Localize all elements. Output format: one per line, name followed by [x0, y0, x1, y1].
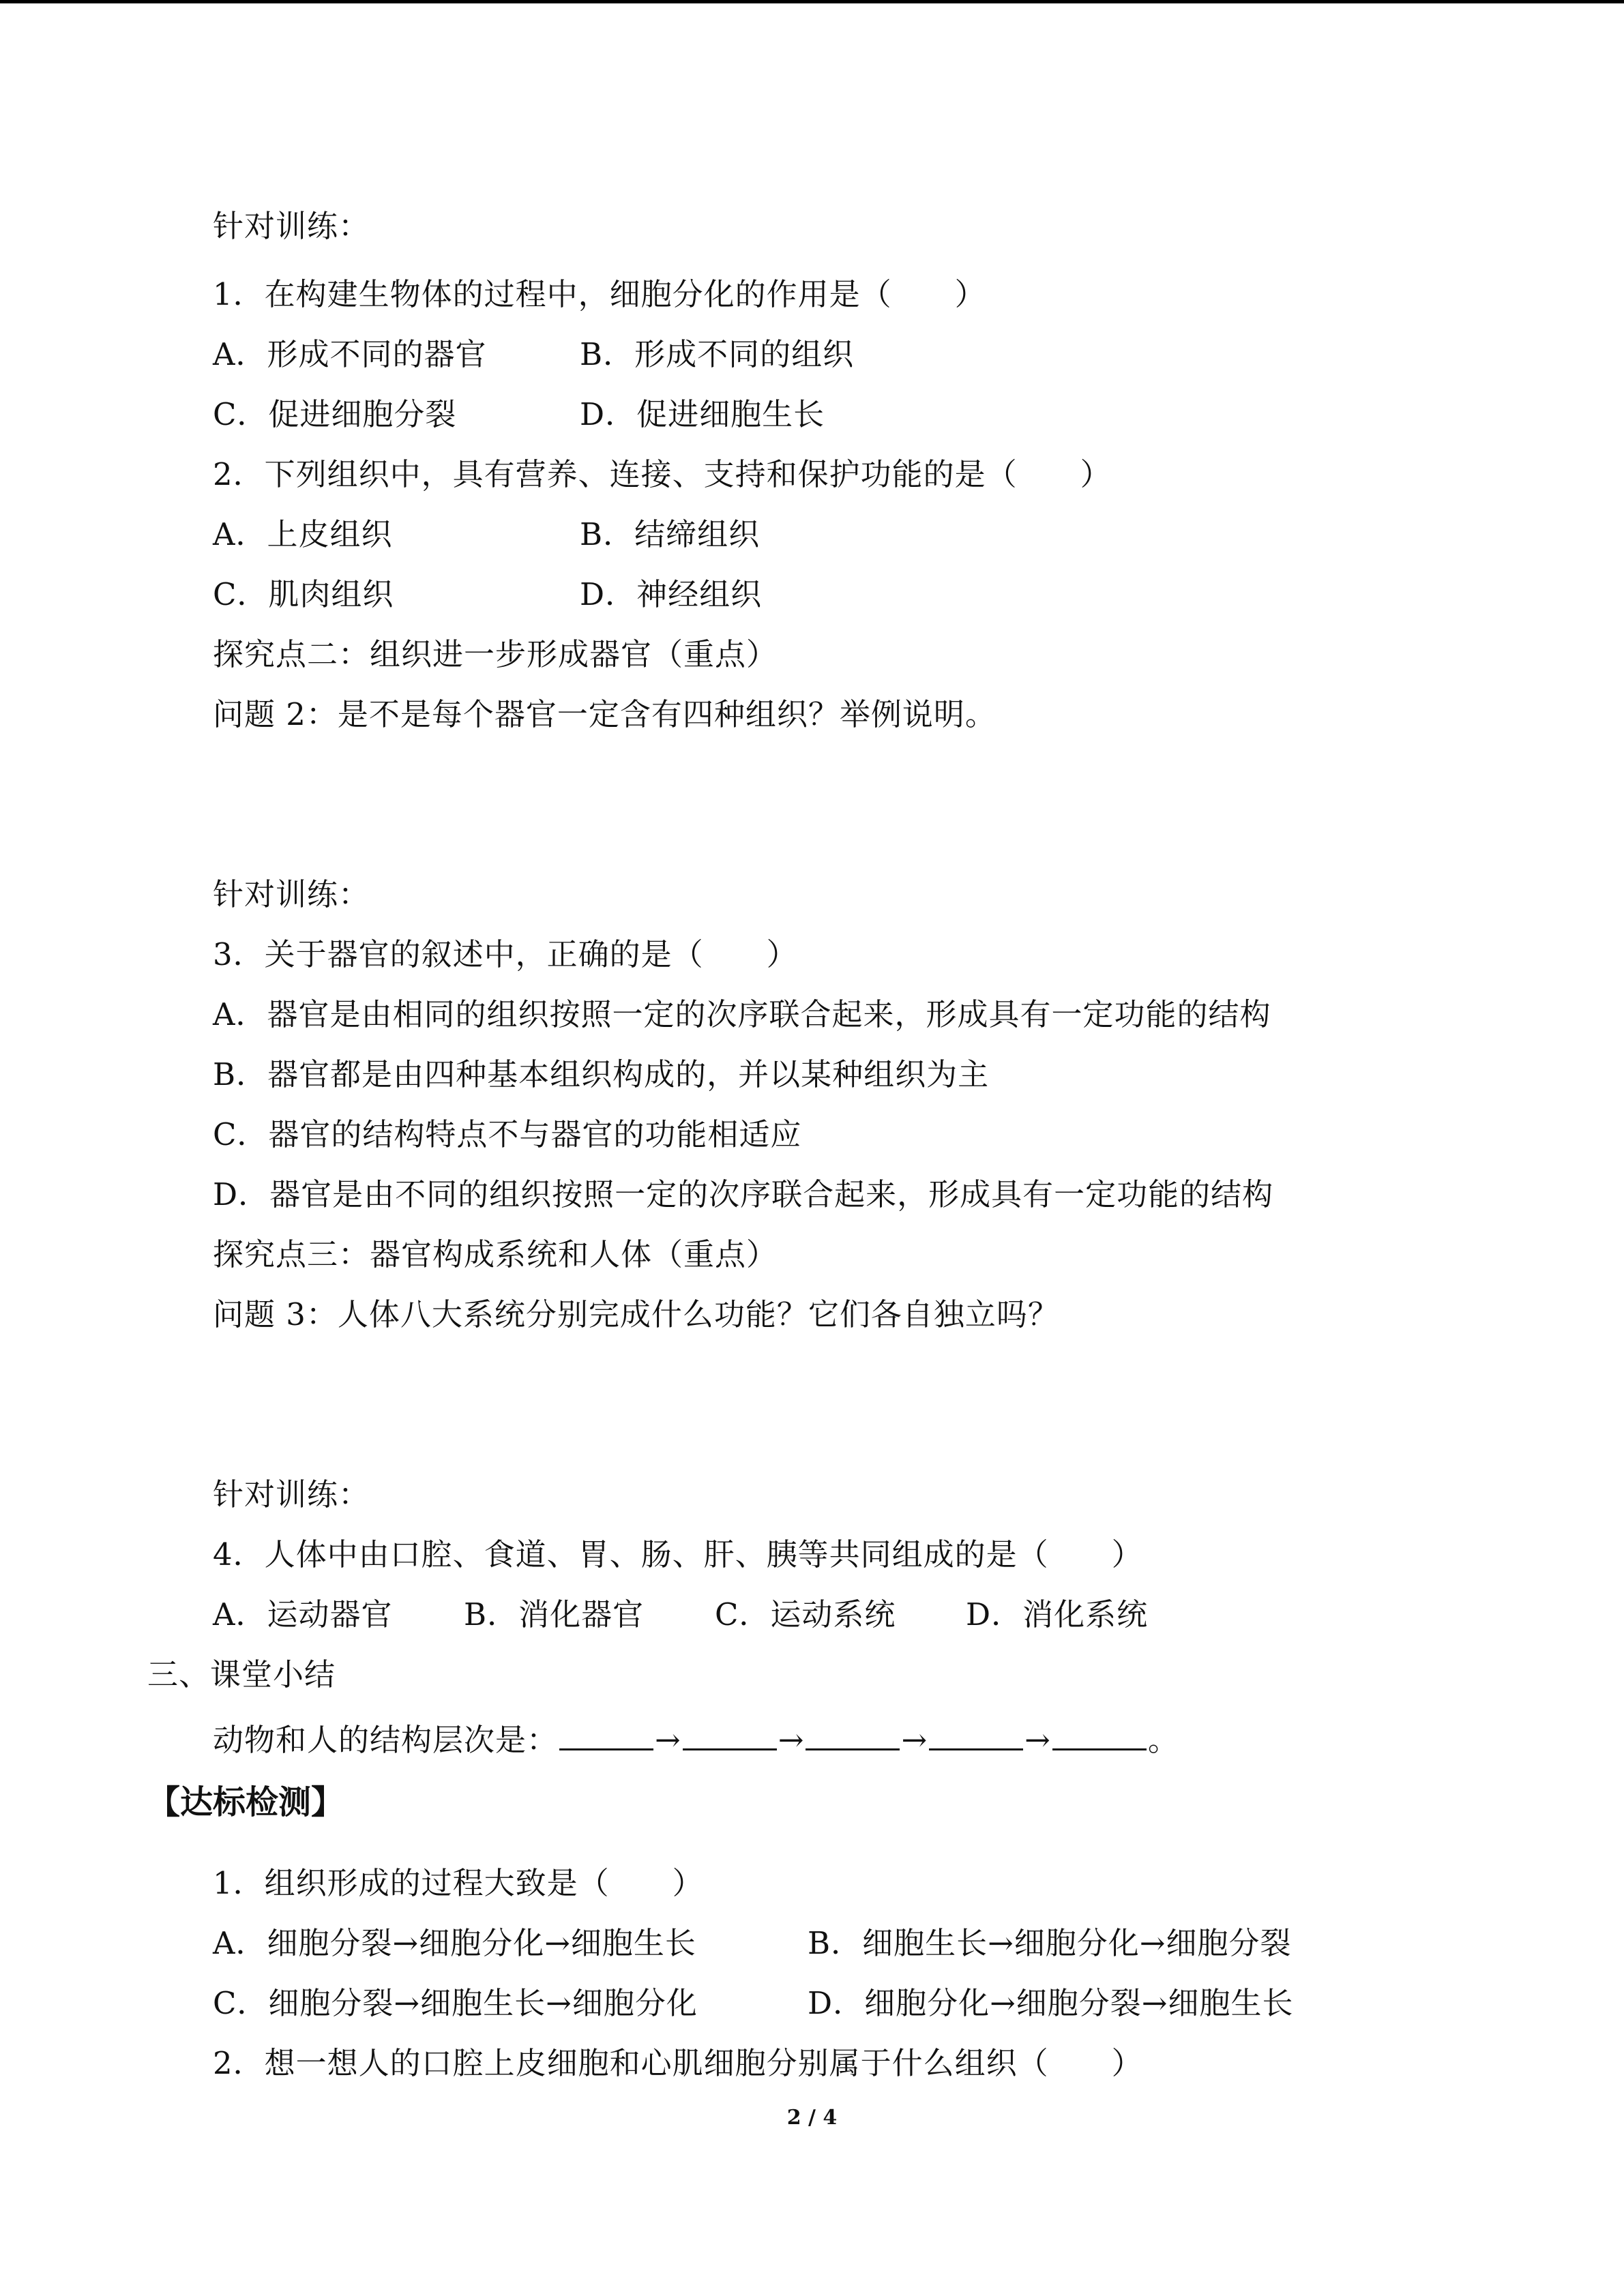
- q2-option-a: A．上皮组织: [213, 516, 393, 552]
- q3-stem: 3．关于器官的叙述中，正确的是（ ）: [213, 936, 798, 972]
- q4-stem: 4．人体中由口腔、食道、胃、肠、肝、胰等共同组成的是（ ）: [213, 1536, 1143, 1572]
- summary-structure-line: [213, 1720, 1179, 1761]
- fill-blank-2[interactable]: [683, 1721, 777, 1750]
- t1-option-d: D．细胞分化→细胞分裂→细胞生长: [808, 1985, 1294, 2021]
- q4-option-c: C．运动系统: [715, 1596, 896, 1632]
- top-border-rule: [0, 0, 1624, 3]
- q3-option-b: B．器官都是由四种基本组织构成的，并以某种组织为主: [213, 1056, 990, 1092]
- practice-label-2: 针对训练：: [213, 876, 370, 912]
- t1-option-c: C．细胞分裂→细胞生长→细胞分化: [213, 1985, 698, 2021]
- t2-stem: 2．想一想人的口腔上皮细胞和心肌细胞分别属于什么组织（ ）: [213, 2045, 1143, 2081]
- arrow-3: →: [901, 1722, 928, 1758]
- t1-option-a: A．细胞分裂→细胞分化→细胞生长: [213, 1925, 696, 1961]
- q4-option-b: B．消化器官: [464, 1596, 645, 1632]
- q2-option-b: B．结缔组织: [580, 516, 761, 552]
- q3-option-c: C．器官的结构特点不与器官的功能相适应: [213, 1116, 802, 1152]
- q4-option-a: A．运动器官: [213, 1596, 393, 1632]
- inquiry-point-3: 探究点三：器官构成系统和人体（重点）: [213, 1236, 778, 1272]
- q2-option-d: D．神经组织: [580, 576, 763, 612]
- q3-option-a: A．器官是由相同的组织按照一定的次序联合起来，形成具有一定功能的结构: [213, 996, 1271, 1032]
- fill-blank-1[interactable]: [559, 1721, 653, 1750]
- q1-option-b: B．形成不同的组织: [580, 336, 855, 372]
- inquiry-question-2: 问题 2：是不是每个器官一定含有四种组织？举例说明。: [213, 696, 996, 732]
- q3-option-d: D．器官是由不同的组织按照一定的次序联合起来，形成具有一定功能的结构: [213, 1176, 1274, 1212]
- summary-prefix: 动物和人的结构层次是：: [213, 1722, 559, 1758]
- fill-blank-4[interactable]: [929, 1721, 1023, 1750]
- q1-option-d: D．促进细胞生长: [580, 396, 825, 432]
- t1-option-b: B．细胞生长→细胞分化→细胞分裂: [808, 1925, 1292, 1961]
- summary-end-mark: 。: [1147, 1722, 1179, 1758]
- q1-option-a: A．形成不同的器官: [213, 336, 487, 372]
- fill-blank-3[interactable]: [806, 1721, 900, 1750]
- arrow-1: →: [655, 1722, 681, 1758]
- q4-option-d: D．消化系统: [966, 1596, 1149, 1632]
- summary-heading: 三、课堂小结: [147, 1656, 336, 1693]
- arrow-4: →: [1024, 1722, 1051, 1758]
- q2-option-c: C．肌肉组织: [213, 576, 394, 612]
- practice-label-3: 针对训练：: [213, 1476, 370, 1512]
- practice-label-1: 针对训练：: [213, 208, 370, 244]
- inquiry-point-2: 探究点二：组织进一步形成器官（重点）: [213, 636, 778, 672]
- fill-blank-5[interactable]: [1052, 1721, 1147, 1750]
- arrow-2: →: [778, 1722, 805, 1758]
- q1-option-c: C．促进细胞分裂: [213, 396, 457, 432]
- inquiry-question-3: 问题 3：人体八大系统分别完成什么功能？它们各自独立吗？: [213, 1296, 1059, 1332]
- assessment-heading: 【达标检测】: [147, 1783, 344, 1821]
- q1-stem: 1．在构建生物体的过程中，细胞分化的作用是（ ）: [213, 276, 986, 312]
- page-number: 2 / 4: [786, 2106, 838, 2130]
- q2-stem: 2．下列组织中，具有营养、连接、支持和保护功能的是（ ）: [213, 456, 1112, 492]
- t1-stem: 1．组织形成的过程大致是（ ）: [213, 1865, 704, 1901]
